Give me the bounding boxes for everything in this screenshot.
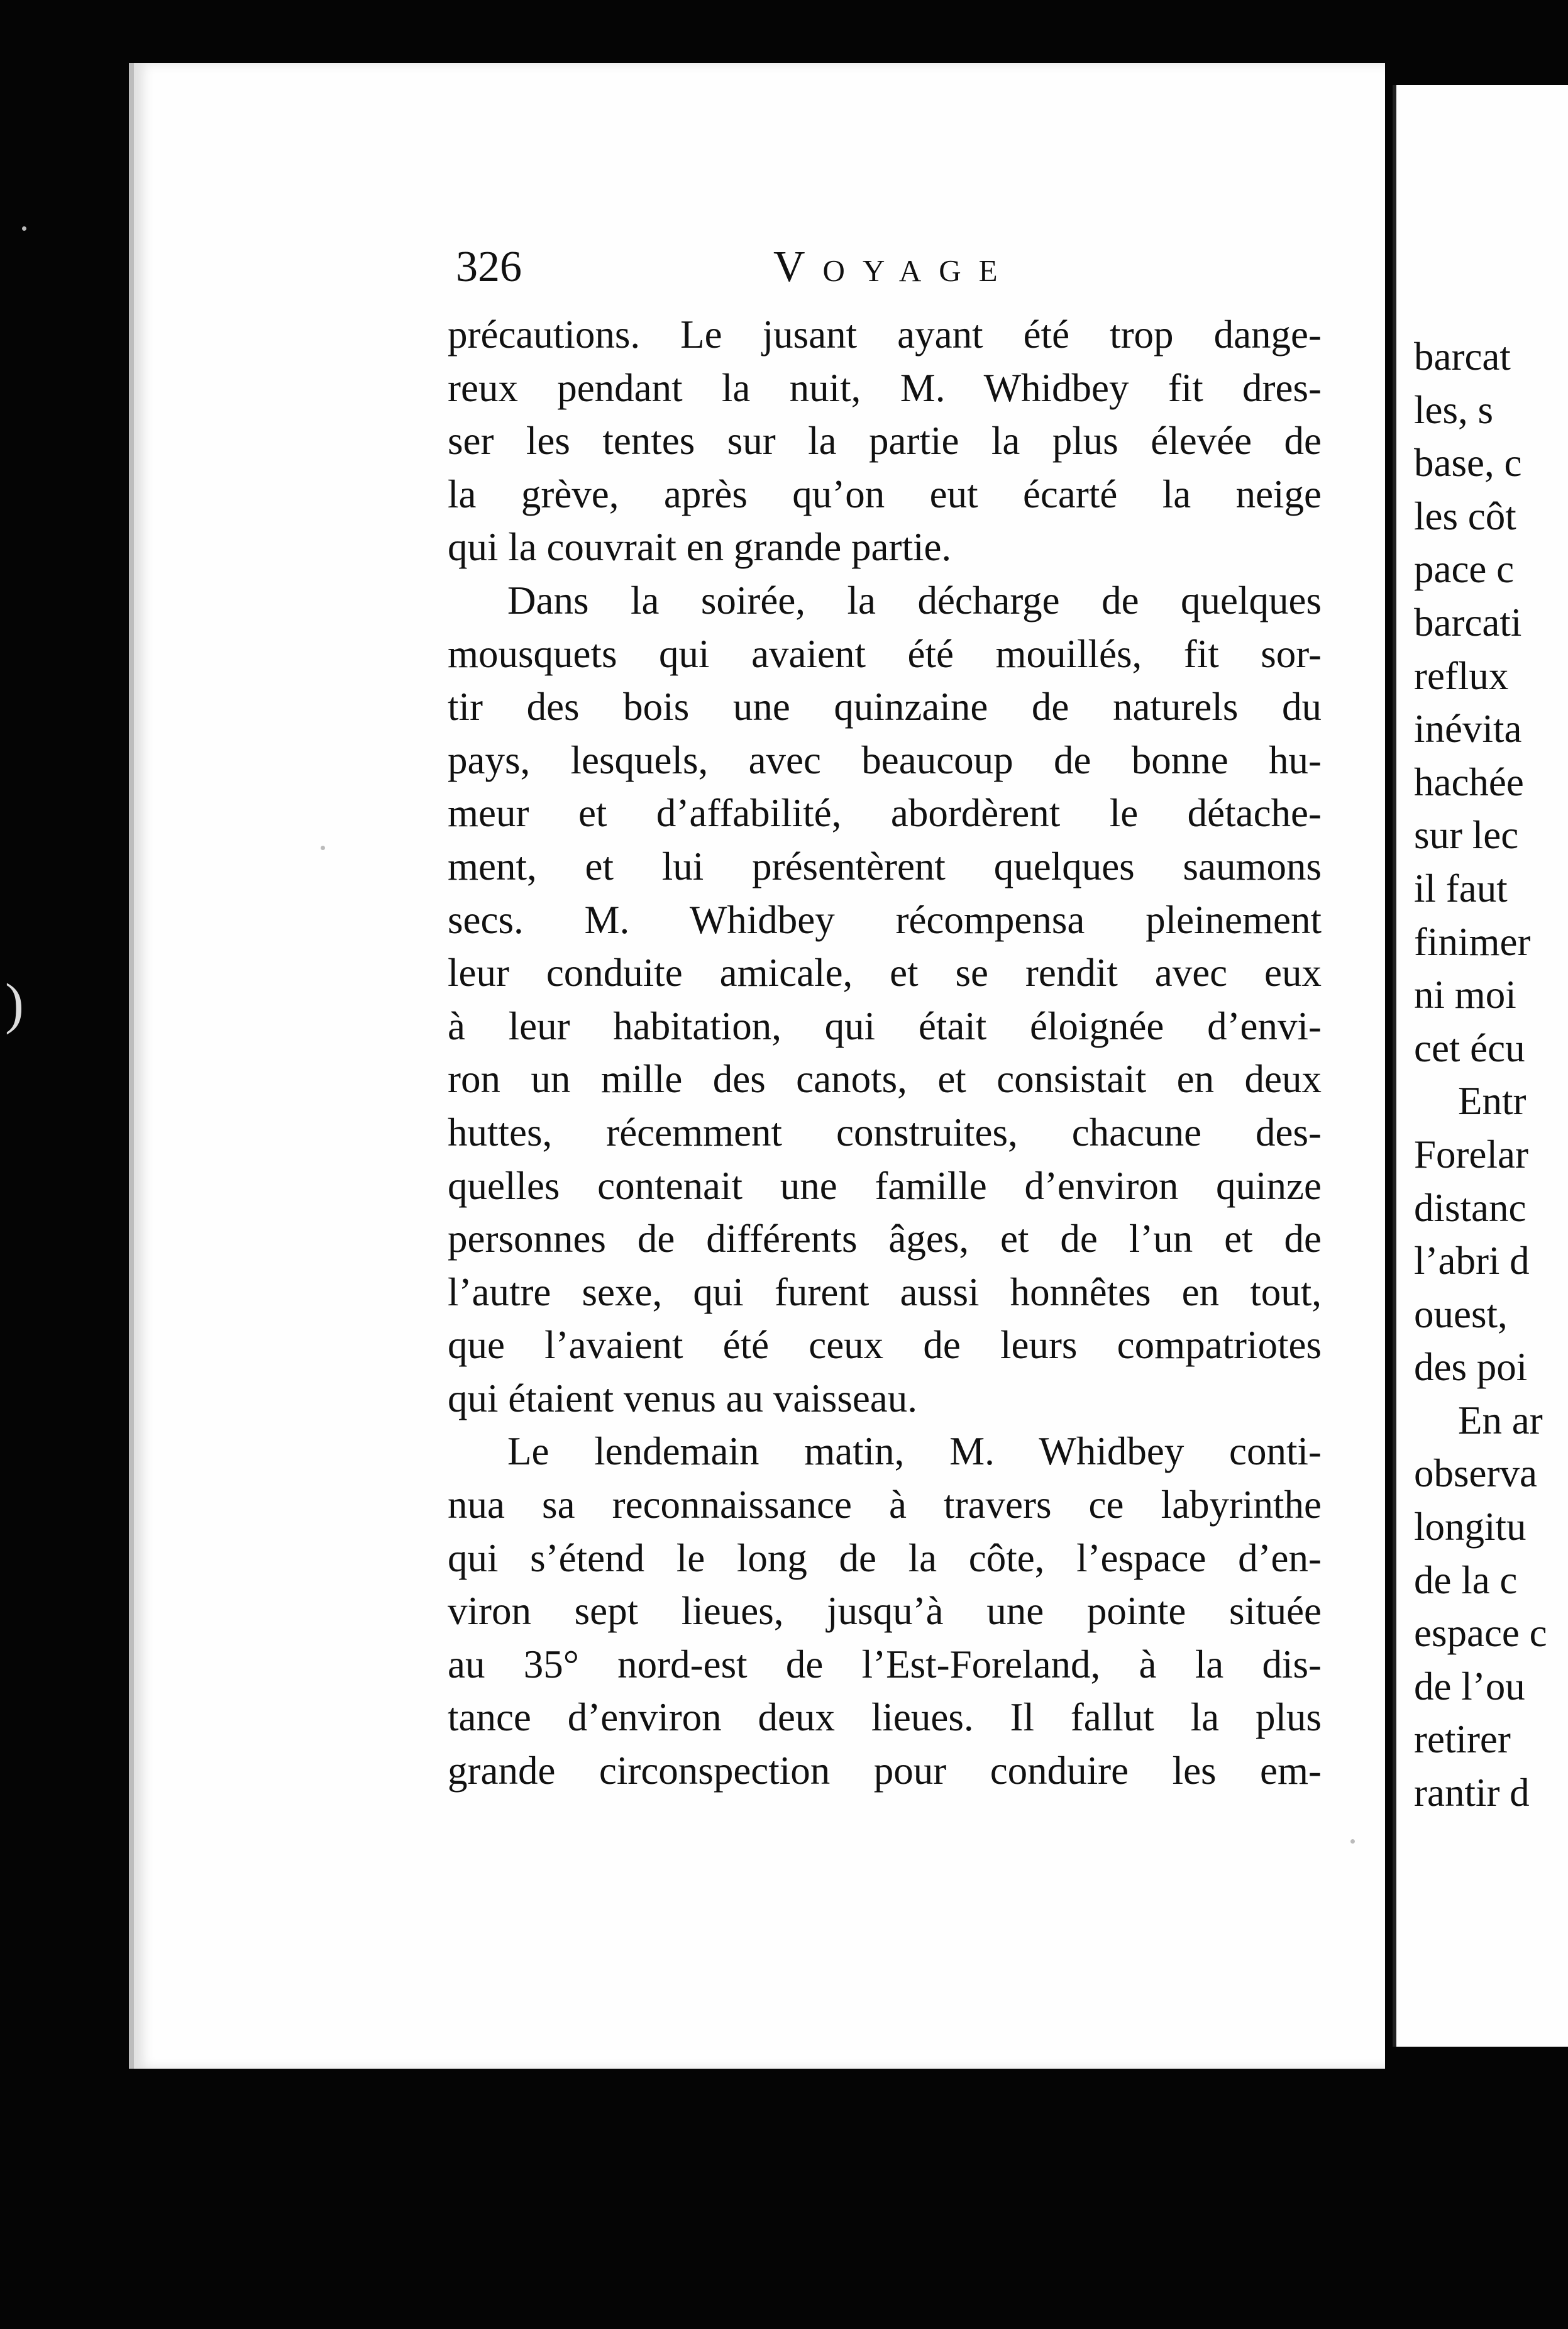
text-line: Le lendemain matin, M. Whidbey conti- — [507, 1429, 1322, 1474]
right-line: des poi — [1414, 1345, 1528, 1390]
right-line: pace c — [1414, 547, 1515, 592]
text-line: à leur habitation, qui était éloignée d’envi- — [448, 1004, 1322, 1048]
right-line: hachée — [1414, 760, 1524, 804]
text-line: ron un mille des canots, et consistait en deux — [448, 1057, 1322, 1102]
text-line: Dans la soirée, la décharge de quelques — [507, 578, 1322, 622]
text-line: nua sa reconnaissance à travers ce labyrinthe — [448, 1483, 1322, 1527]
text-line: viron sept lieues, jusqu’à une pointe située — [448, 1589, 1322, 1634]
text-line: tir des bois une quinzaine de naturels du — [448, 685, 1322, 729]
dust-speck — [321, 846, 325, 850]
text-line: grande circonspection pour conduire les em- — [448, 1749, 1322, 1793]
text-line: la grève, après qu’on eut écarté la neige — [448, 472, 1322, 516]
right-line: les, s — [1414, 387, 1493, 432]
right-line: cet écu — [1414, 1026, 1525, 1070]
running-title: Voyage — [773, 243, 1015, 291]
right-line: barcati — [1414, 600, 1522, 644]
text-line: huttes, récemment construites, chacune des- — [448, 1110, 1322, 1154]
text-line: qui la couvrait en grande partie. — [448, 525, 952, 570]
right-line: espace c — [1414, 1611, 1547, 1656]
text-line: que l’avaient été ceux de leurs compatriotes — [448, 1323, 1322, 1368]
running-head — [456, 242, 1336, 318]
dust-speck — [22, 226, 26, 231]
text-line: qui étaient venus au vaisseau. — [448, 1376, 918, 1420]
text-line: l’autre sexe, qui furent aussi honnêtes en tout, — [448, 1270, 1322, 1314]
text-line: personnes de différents âges, et de l’un et de — [448, 1217, 1322, 1261]
right-line: il faut — [1414, 866, 1508, 910]
right-line: retirer — [1414, 1717, 1511, 1762]
text-line: reux pendant la nuit, M. Whidbey fit dres- — [448, 365, 1322, 410]
text-line: tance d’environ deux lieues. Il fallut la plus — [448, 1695, 1322, 1740]
text-line: pays, lesquels, avec beaucoup de bonne hu- — [448, 738, 1322, 782]
right-line: de la c — [1414, 1557, 1518, 1602]
right-line: Forelar — [1414, 1132, 1528, 1176]
right-line: base, c — [1414, 441, 1522, 485]
text-line: qui s’étend le long de la côte, l’espace d’en- — [448, 1535, 1322, 1580]
right-page-text — [1414, 330, 1568, 1820]
right-line: rantir d — [1414, 1771, 1530, 1815]
right-line: l’abri d — [1414, 1239, 1530, 1283]
right-line: inévita — [1414, 707, 1522, 751]
right-line: les côt — [1414, 494, 1516, 538]
right-line: distanc — [1414, 1185, 1527, 1230]
right-line: de l’ou — [1414, 1664, 1525, 1708]
right-line: finimer — [1414, 919, 1531, 964]
text-line: ment, et lui présentèrent quelques saumons — [448, 844, 1322, 888]
text-line: au 35° nord-est de l’Est-Foreland, à la dis- — [448, 1642, 1322, 1686]
right-line: reflux — [1414, 653, 1509, 698]
text-line: secs. M. Whidbey récompensa pleinement — [448, 897, 1322, 942]
text-line: leur conduite amicale, et se rendit avec eux — [448, 951, 1322, 995]
edge-mark: ) — [5, 973, 24, 1035]
dust-speck — [1350, 1839, 1355, 1844]
text-line: mousquets qui avaient été mouillés, fit sor- — [448, 631, 1322, 676]
right-page — [1393, 85, 1568, 2047]
text-line: meur et d’affabilité, abordèrent le détache- — [448, 791, 1322, 836]
left-page-text — [448, 308, 1322, 1798]
right-line: sur lec — [1414, 813, 1519, 858]
right-line: barcat — [1414, 335, 1511, 379]
right-line: En ar — [1458, 1398, 1543, 1442]
right-line: longitu — [1414, 1505, 1527, 1549]
text-line: quelles contenait une famille d’environ quinze — [448, 1163, 1322, 1208]
page-number: 326 — [456, 243, 522, 291]
right-line: Entr — [1458, 1079, 1527, 1124]
right-line: observa — [1414, 1451, 1537, 1496]
text-line: précautions. Le jusant ayant été trop dange- — [448, 313, 1322, 357]
text-line: ser les tentes sur la partie la plus élevée de — [448, 419, 1322, 463]
right-line: ni moi — [1414, 973, 1516, 1017]
right-line: ouest, — [1414, 1292, 1508, 1336]
